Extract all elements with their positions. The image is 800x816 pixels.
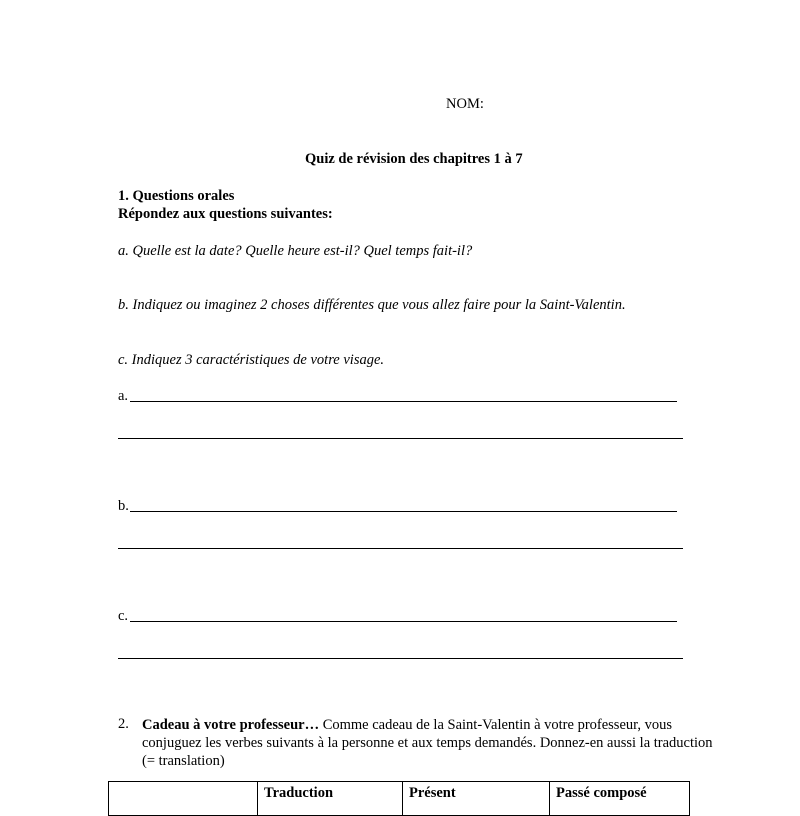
answer-line-a2[interactable] <box>118 438 683 439</box>
table-header-passe-compose: Passé composé <box>550 782 690 816</box>
answer-line-b1[interactable] <box>130 511 677 512</box>
section2-text: Comme cadeau de la Saint-Valentin à votre professeur, vous conjuguez les verbes suivants à la personne et aux temps demandés. Donnez-en aussi la traduction (= translation) <box>142 717 713 769</box>
answer-label-c: c. <box>118 608 129 624</box>
table-header-present: Présent <box>403 782 550 816</box>
page-title: Quiz de révision des chapitres 1 à 7 <box>305 151 523 167</box>
answer-label-b: b. <box>118 498 129 514</box>
section2-number: 2. <box>118 716 129 732</box>
section1-heading: 1. Questions orales <box>118 188 235 204</box>
table-header-traduction: Traduction <box>258 782 403 816</box>
answer-label-a: a. <box>118 388 129 404</box>
question-c: c. Indiquez 3 caractéristiques de votre visage. <box>118 352 385 368</box>
question-a: a. Quelle est la date? Quelle heure est-il? Quel temps fait-il? <box>118 243 473 259</box>
answer-line-b2[interactable] <box>118 548 683 549</box>
section1-instruction: Répondez aux questions suivantes: <box>118 206 333 222</box>
conjugation-table <box>108 781 690 816</box>
section2-heading: Cadeau à votre professeur… <box>142 717 320 733</box>
table-header-empty <box>109 782 258 816</box>
section2-paragraph <box>142 716 722 770</box>
question-b: b. Indiquez ou imaginez 2 choses différentes que vous allez faire pour la Saint-Valentin. <box>118 297 626 313</box>
nom-label: NOM: <box>446 96 484 112</box>
table-header-row <box>109 782 690 816</box>
answer-line-c2[interactable] <box>118 658 683 659</box>
answer-line-c1[interactable] <box>130 621 677 622</box>
answer-line-a1[interactable] <box>130 401 677 402</box>
